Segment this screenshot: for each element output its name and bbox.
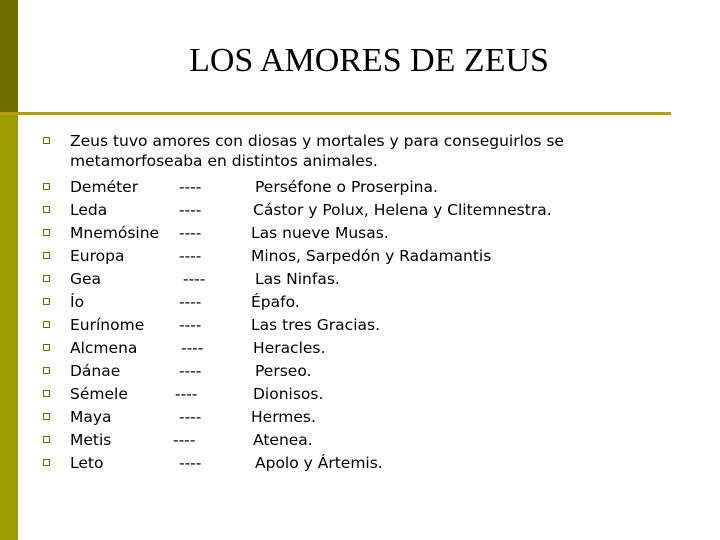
list-item: [43, 245, 683, 268]
lover-name: Deméter: [70, 178, 139, 196]
list-item: [43, 360, 683, 383]
separator-dash: ----: [179, 178, 202, 196]
separator-dash: ----: [179, 201, 202, 219]
list-item: [43, 314, 683, 337]
offspring-text: Las tres Gracias.: [251, 316, 380, 334]
offspring-text: Perséfone o Proserpina.: [255, 178, 438, 196]
lover-name: Leto: [70, 454, 104, 472]
offspring-text: Apolo y Ártemis.: [255, 454, 383, 472]
offspring-text: Atenea.: [253, 431, 313, 449]
offspring-text: Dionisos.: [253, 385, 324, 403]
offspring-text: Cástor y Polux, Helena y Clitemnestra.: [253, 201, 552, 219]
separator-dash: ----: [173, 431, 196, 449]
title-rule: [35, 112, 671, 115]
bullet-icon: [43, 298, 50, 305]
offspring-text: Heracles.: [253, 339, 326, 357]
list-item: [43, 452, 683, 475]
offspring-text: Épafo.: [251, 293, 300, 311]
bullet-icon: [43, 275, 50, 282]
lover-name: Metis: [70, 431, 112, 449]
lover-name: Leda: [70, 201, 108, 219]
offspring-text: Las nueve Musas.: [251, 224, 389, 242]
lover-name: Gea: [70, 270, 102, 288]
separator-dash: ----: [179, 247, 202, 265]
list-item: [43, 222, 683, 245]
separator-dash: ----: [179, 224, 202, 242]
offspring-text: Perseo.: [255, 362, 312, 380]
list-item: [43, 268, 683, 291]
list-item: [43, 291, 683, 314]
bullet-icon: [43, 137, 50, 144]
list-item: [43, 383, 683, 406]
offspring-text: Minos, Sarpedón y Radamantis: [251, 247, 492, 265]
intro-text: Zeus tuvo amores con diosas y mortales y para conseguirlos se metamorfoseaba en distintos animales.: [70, 132, 564, 170]
title-rule-left: [0, 112, 35, 115]
bullet-list: [43, 130, 683, 475]
offspring-text: Las Ninfas.: [255, 270, 340, 288]
bullet-icon: [43, 459, 50, 466]
bullet-icon: [43, 436, 50, 443]
separator-dash: ----: [175, 385, 198, 403]
list-item: [43, 199, 683, 222]
bullet-icon: [43, 183, 50, 190]
list-item: [43, 429, 683, 452]
separator-dash: ----: [179, 293, 202, 311]
separator-dash: ----: [183, 270, 206, 288]
list-item-intro: [43, 130, 683, 176]
lover-name: Ío: [70, 293, 85, 311]
separator-dash: ----: [179, 408, 202, 426]
left-accent-bar: [0, 0, 18, 540]
lover-name: Mnemósine: [70, 224, 160, 242]
list-item: [43, 406, 683, 429]
separator-dash: ----: [179, 316, 202, 334]
bullet-icon: [43, 413, 50, 420]
list-item: [43, 176, 683, 199]
lover-name: Sémele: [70, 385, 128, 403]
bullet-icon: [43, 229, 50, 236]
lover-name: Eurínome: [70, 316, 145, 334]
lover-name: Maya: [70, 408, 112, 426]
list-item: [43, 337, 683, 360]
bullet-icon: [43, 321, 50, 328]
offspring-text: Hermes.: [251, 408, 316, 426]
page-title: LOS AMORES DE ZEUS: [189, 42, 549, 79]
separator-dash: ----: [181, 339, 204, 357]
separator-dash: ----: [179, 362, 202, 380]
lover-name: Alcmena: [70, 339, 138, 357]
bullet-icon: [43, 252, 50, 259]
lover-name: Europa: [70, 247, 125, 265]
lovers-list: [43, 176, 683, 475]
bullet-icon: [43, 390, 50, 397]
lover-name: Dánae: [70, 362, 121, 380]
bullet-icon: [43, 367, 50, 374]
bullet-icon: [43, 344, 50, 351]
separator-dash: ----: [179, 454, 202, 472]
bullet-icon: [43, 206, 50, 213]
